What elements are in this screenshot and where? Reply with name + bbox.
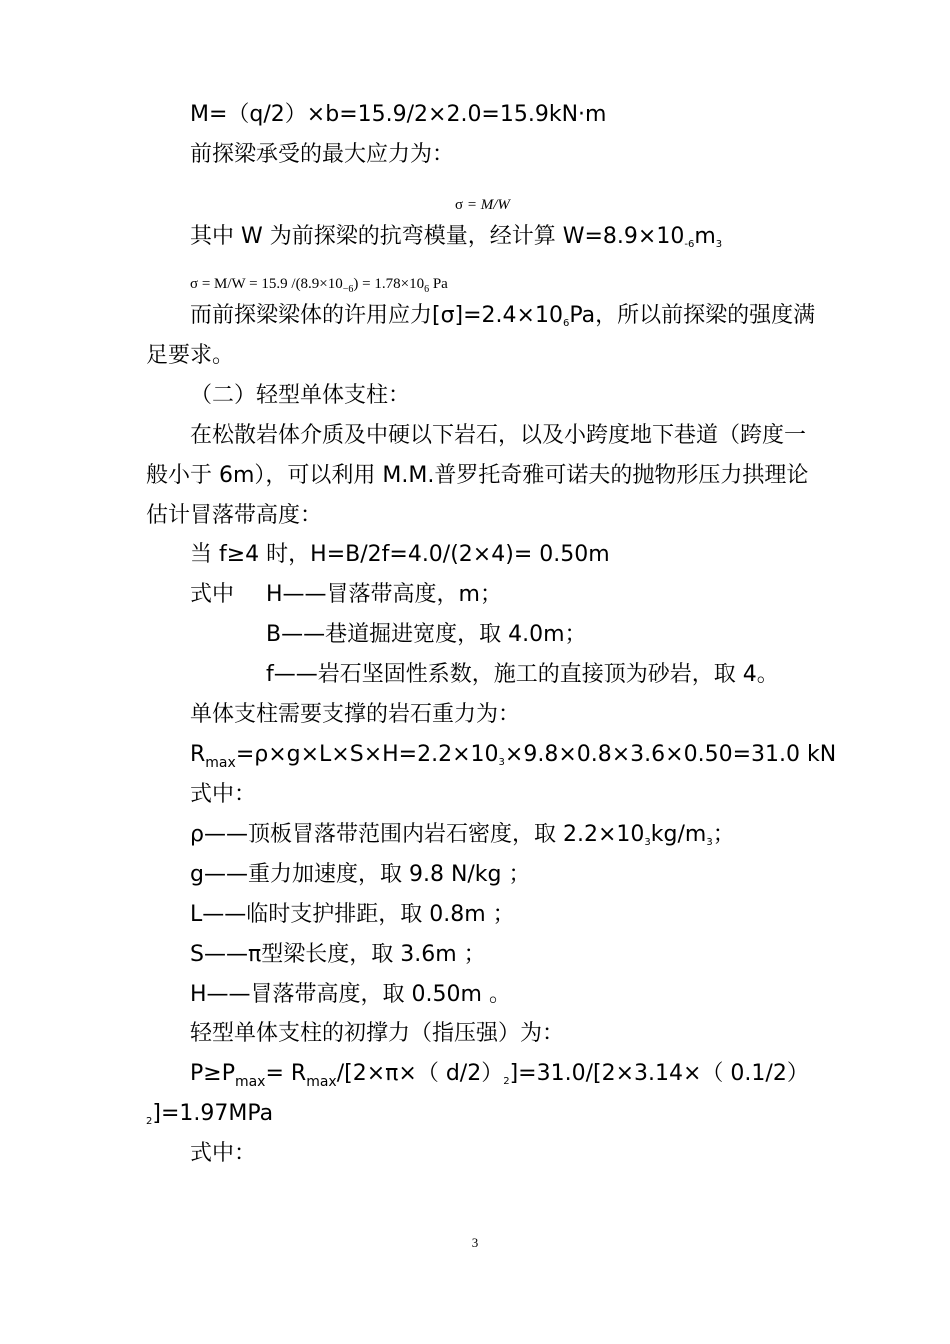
stress-equation-1: σ = M/W: [455, 197, 510, 213]
def-b: B——巷道掘进宽度，取 4.0m；: [266, 622, 587, 647]
def-f: f——岩石坚固性系数，施工的直接顶为砂岩，取 4。: [266, 662, 779, 687]
where-label-1: 式中: [190, 582, 235, 607]
conclusion-line: 足要求。: [146, 343, 235, 368]
section-modulus-line: 其中 W 为前探梁的抗弯模量，经计算 W=8.9×10-6m3: [190, 224, 723, 250]
def-rho: ρ——顶板冒落带范围内岩石密度，取 2.2×103kg/m3；: [190, 822, 735, 848]
def-h: H——冒落带高度，m；: [266, 582, 502, 607]
pressure-formula-2: 2]=1.97MPa: [146, 1101, 274, 1127]
def-h2: H——冒落带高度，取 0.50m 。: [190, 982, 511, 1007]
max-stress-intro: 前探梁承受的最大应力为：: [190, 142, 455, 167]
rock-weight-intro: 单体支柱需要支撑的岩石重力为：: [190, 702, 521, 727]
moment-formula: M=（q/2）×b=15.9/2×2.0=15.9kN·m: [190, 102, 607, 127]
initial-support-intro: 轻型单体支柱的初撑力（指压强）为：: [190, 1021, 565, 1046]
paragraph-line-3: 估计冒落带高度：: [146, 503, 323, 528]
def-s: S——π型梁长度，取 3.6m ；: [190, 942, 486, 967]
paragraph-line-1: 在松散岩体介质及中硬以下岩石，以及小跨度地下巷道（跨度一: [190, 423, 807, 448]
def-l: L——临时支护排距，取 0.8m ；: [190, 902, 515, 927]
allowable-stress-line: 而前探梁梁体的许用应力[σ]=2.4×106Pa，所以前探梁的强度满: [190, 303, 816, 329]
stress-equation-2: σ = M/W = 15.9 $/(8.9\times 10_{-6}) = 1.78\times 10_6$ Pa: [190, 276, 448, 295]
pressure-formula-1: $P\ge P_{max}= R_{max}/[2\times\pi\times$（ d/2）2]=31.0/[2×3.14×（ 0.1/2）: [190, 1061, 809, 1090]
rock-weight-formula: $R_{max}=\rho\times g\times L\times S\times H=2.2\times 103\times 9.8\times 0.8\times 3.6\times 0.50=31.0$ kN: [190, 742, 837, 771]
paragraph-line-2: 般小于 6m），可以利用 M.M.普罗托奇雅可诺夫的抛物形压力拱理论: [146, 463, 809, 488]
where-label-3: 式中：: [190, 1141, 257, 1166]
section-heading: （二）轻型单体支柱：: [190, 383, 411, 408]
height-formula: 当 f≥4 时，H=B/2f=4.0/(2×4)= 0.50m: [190, 542, 610, 567]
def-g: g——重力加速度，取 9.8 N/kg ；: [190, 862, 531, 887]
page-number: 3: [471, 1235, 479, 1250]
where-label-2: 式中：: [190, 782, 257, 807]
